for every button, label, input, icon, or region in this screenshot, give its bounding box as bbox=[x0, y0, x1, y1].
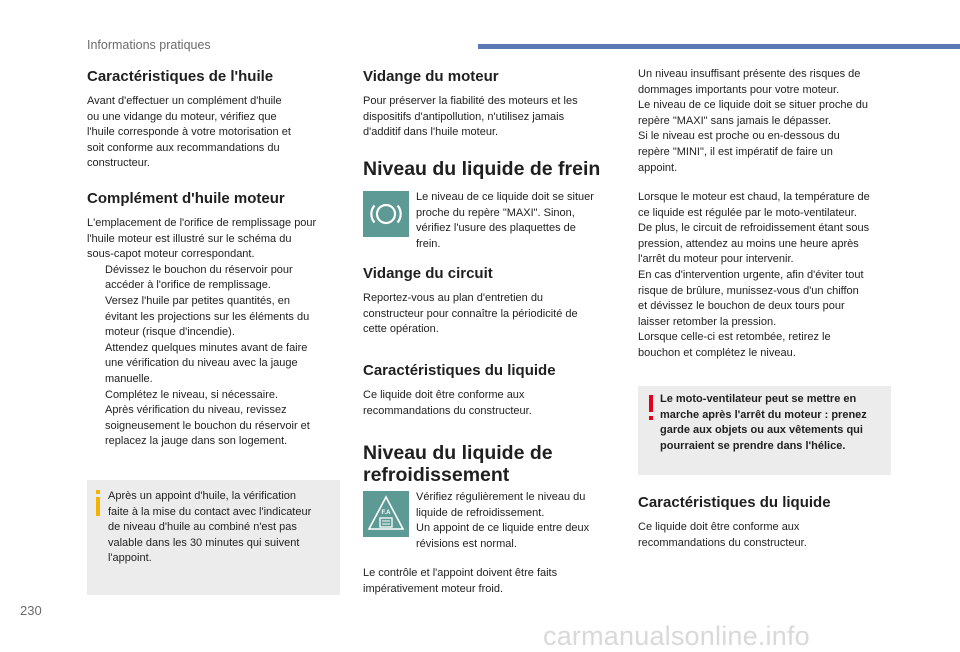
line: soigneusement le bouchon du réservoir et bbox=[105, 419, 310, 432]
circuit-paragraph bbox=[363, 291, 618, 338]
line: vérifiez l'usure des plaquettes de bbox=[416, 222, 576, 235]
line: Après un appoint d'huile, la vérification bbox=[108, 490, 296, 502]
line: révisions est normal. bbox=[416, 537, 517, 550]
warning-box bbox=[638, 386, 891, 475]
warning-icon bbox=[647, 395, 655, 421]
line: En cas d'intervention urgente, afin d'éviter tout bbox=[638, 268, 864, 281]
line: pression, attendez au moins une heure après bbox=[638, 237, 859, 250]
warning-text bbox=[660, 392, 888, 454]
line: constructeur. bbox=[87, 157, 150, 170]
line: pourraient se prendre dans l'hélice. bbox=[660, 439, 846, 452]
info-box bbox=[87, 480, 340, 595]
line: replacez la jauge dans son logement. bbox=[105, 435, 288, 448]
line: soit conforme aux recommandations du bbox=[87, 141, 280, 154]
low-level-paragraph bbox=[638, 67, 898, 176]
line: laisser retomber la pression. bbox=[638, 315, 777, 328]
list-item bbox=[87, 403, 347, 450]
line: appoint. bbox=[638, 161, 678, 174]
line: recommandations du constructeur. bbox=[638, 536, 807, 549]
line: dommages importants pour votre moteur. bbox=[638, 83, 840, 96]
line: Versez l'huile par petites quantités, en bbox=[105, 294, 290, 307]
oil-paragraph bbox=[87, 94, 347, 172]
watermark: carmanualsonline.info bbox=[543, 621, 810, 651]
spec-paragraph bbox=[638, 520, 893, 551]
line: Après vérification du niveau, revissez bbox=[105, 404, 287, 417]
coolant-temperature-icon bbox=[363, 491, 409, 537]
coolant-icon-box bbox=[363, 491, 409, 537]
line: Lorsque celle-ci est retombée, retirez le bbox=[638, 331, 831, 344]
line: Ce liquide doit être conforme aux bbox=[638, 521, 800, 533]
list-item bbox=[87, 263, 347, 294]
line: Reportez-vous au plan d'entretien du bbox=[363, 292, 544, 304]
line: Si le niveau est proche ou en-dessous du bbox=[638, 130, 840, 143]
line: Pour préserver la fiabilité des moteurs et les bbox=[363, 95, 578, 107]
line: Niveau du liquide de bbox=[363, 442, 553, 464]
line: l'huile corresponde à votre motorisation et bbox=[87, 126, 291, 139]
section-header: Informations pratiques bbox=[87, 38, 211, 52]
info-icon bbox=[93, 490, 103, 516]
heading-engine-oil-change: Vidange du moteur bbox=[363, 68, 499, 85]
line: Complétez le niveau, si nécessaire. bbox=[105, 388, 279, 401]
line: refroidissement bbox=[363, 464, 510, 486]
header-bar bbox=[478, 44, 960, 49]
spec-paragraph bbox=[363, 388, 618, 419]
line: proche du repère "MAXI". Sinon, bbox=[416, 206, 575, 219]
coolant-spec-section bbox=[638, 494, 893, 551]
line: l'huile moteur est illustré sur le schéma du bbox=[87, 232, 292, 245]
line: risque de brûlure, munissez-vous d'un chiffon bbox=[638, 284, 859, 297]
list-item bbox=[87, 294, 347, 341]
line: l'arrêt du moteur pour intervenir. bbox=[638, 253, 794, 266]
list-item bbox=[87, 341, 347, 388]
brake-spec-section bbox=[363, 362, 618, 419]
circuit-section bbox=[363, 265, 618, 338]
control-paragraph bbox=[363, 566, 618, 597]
line: valable dans les 30 minutes qui suivent bbox=[108, 536, 300, 549]
line: Le niveau de ce liquide doit se situer bbox=[416, 191, 594, 203]
line: Le moto-ventilateur peut se mettre en bbox=[660, 393, 857, 405]
brake-warning-icon bbox=[363, 191, 409, 237]
heading-oil-characteristics: Caractéristiques de l'huile bbox=[87, 68, 274, 85]
line: dispositifs d'antipollution, n'utilisez jamais bbox=[363, 110, 565, 123]
top-up-paragraph bbox=[87, 216, 347, 263]
info-text bbox=[108, 489, 338, 567]
line: Avant d'effectuer un complément d'huile bbox=[87, 95, 282, 107]
heading-coolant-level bbox=[363, 442, 553, 486]
heading-fluid-characteristics: Caractéristiques du liquide bbox=[363, 362, 556, 379]
line: impérativement moteur froid. bbox=[363, 582, 503, 595]
heading-brake-fluid-level: Niveau du liquide de frein bbox=[363, 158, 601, 180]
line: garde aux objets ou aux vêtements qui bbox=[660, 424, 863, 437]
heading-fluid-characteristics: Caractéristiques du liquide bbox=[638, 494, 831, 511]
heading-oil-top-up: Complément d'huile moteur bbox=[87, 189, 285, 207]
column-1 bbox=[87, 68, 347, 450]
line: une vérification du niveau avec la jauge bbox=[105, 357, 298, 370]
line: moteur (risque d'incendie). bbox=[105, 326, 235, 339]
line: faite à la mise du contact avec l'indicateur bbox=[108, 505, 312, 518]
line: frein. bbox=[416, 237, 441, 250]
line: bouchon et complétez le niveau. bbox=[638, 346, 796, 359]
list-item bbox=[87, 388, 347, 404]
line: repère "MINI", il est impératif de faire un bbox=[638, 145, 833, 158]
line: sous-capot moteur correspondant. bbox=[87, 248, 255, 261]
line: d'additif dans l'huile moteur. bbox=[363, 126, 499, 139]
line: liquide de refroidissement. bbox=[416, 506, 545, 519]
line: Attendez quelques minutes avant de faire bbox=[105, 341, 308, 354]
line: L'emplacement de l'orifice de remplissage pour bbox=[87, 216, 317, 229]
line: marche après l'arrêt du moteur : prenez bbox=[660, 408, 867, 421]
svg-text:F.A: F.A bbox=[381, 510, 391, 516]
line: constructeur pour connaître la périodicité de bbox=[363, 307, 578, 320]
line: Le contrôle et l'appoint doivent être faits bbox=[363, 567, 558, 579]
line: ce liquide est régulée par le moto-ventilateur. bbox=[638, 206, 857, 219]
line: repère "MAXI" sans jamais le dépasser. bbox=[638, 114, 832, 127]
drain-paragraph bbox=[363, 94, 618, 141]
line: De plus, le circuit de refroidissement étant sous bbox=[638, 222, 870, 235]
hot-engine-paragraph bbox=[638, 190, 898, 362]
line: ou une vidange du moteur, vérifiez que bbox=[87, 110, 277, 123]
line: Un niveau insuffisant présente des risques de bbox=[638, 68, 861, 80]
heading-circuit-drain: Vidange du circuit bbox=[363, 265, 493, 282]
brake-icon-box bbox=[363, 191, 409, 237]
line: Ce liquide doit être conforme aux bbox=[363, 389, 525, 401]
line: Le niveau de ce liquide doit se situer proche du bbox=[638, 99, 868, 112]
line: Lorsque le moteur est chaud, la température de bbox=[638, 191, 870, 203]
column-2 bbox=[363, 68, 618, 141]
line: l'appoint. bbox=[108, 552, 152, 565]
line: et dévissez le bouchon de deux tours pour bbox=[638, 300, 845, 313]
line: évitant les projections sur les éléments du bbox=[105, 310, 310, 323]
line: accéder à l'orifice de remplissage. bbox=[105, 279, 271, 292]
brake-paragraph bbox=[416, 190, 621, 252]
line: Un appoint de ce liquide entre deux bbox=[416, 522, 590, 535]
line: de niveau d'huile au combiné n'est pas bbox=[108, 521, 297, 534]
line: recommandations du constructeur. bbox=[363, 404, 532, 417]
line: Vérifiez régulièrement le niveau du bbox=[416, 491, 586, 503]
line: cette opération. bbox=[363, 323, 439, 336]
line: manuelle. bbox=[105, 372, 153, 385]
page-number: 230 bbox=[20, 603, 42, 618]
coolant-paragraph bbox=[416, 490, 621, 552]
line: Dévissez le bouchon du réservoir pour bbox=[105, 263, 293, 276]
